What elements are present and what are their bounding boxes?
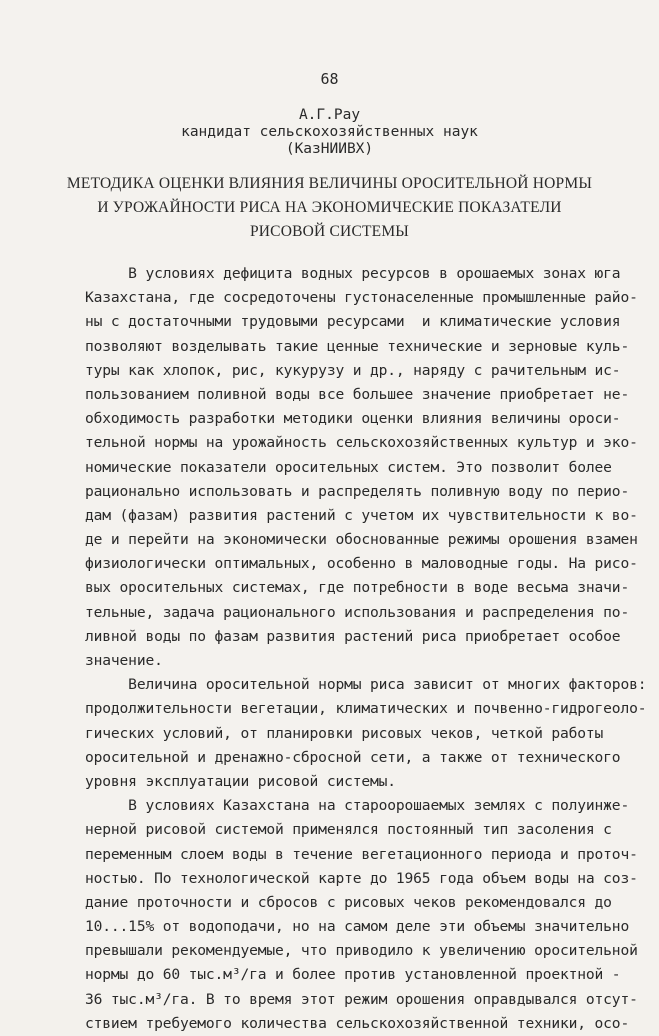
body-line: ны с достаточными трудовыми ресурсами и климатические условия: [85, 313, 621, 331]
body-line: позволяют возделывать такие ценные технические и зерновые куль-: [85, 337, 630, 355]
body-line: обходимость разработки методики оценки влияния величины ороси-: [85, 410, 621, 428]
body-line: ностью. По технологической карте до 1965 года объем воды на соз-: [85, 869, 638, 887]
body-line: нерной рисовой системой применялся постоянный тип засоления с: [85, 821, 612, 839]
body-line: де и перейти на экономически обоснованные режимы орошения взамен: [85, 531, 638, 549]
body-line: превышали рекомендуемые, что приводило к увеличению оросительной: [85, 942, 638, 960]
author-degree: кандидат сельскохозяйственных наук: [181, 124, 478, 140]
body-line: нормы до 60 тыс.м³/га и более против установленной проектной -: [85, 966, 621, 984]
body-line: 36 тыс.м³/га. В то время этот режим орошения оправдывался отсут-: [85, 990, 638, 1008]
body-line: В условиях Казахстана на староорошаемых землях с полуинже-: [85, 797, 630, 815]
body-line: ливной воды по фазам развития растений риса приобретает особое: [85, 627, 621, 645]
body-line: переменным слоем воды в течение вегетационного периода и проточ-: [85, 845, 638, 863]
body-line: тельные, задача рационального использования и распределения по-: [85, 603, 630, 621]
body-line: номические показатели оросительных систем. Это позволит более: [85, 458, 612, 476]
body-line: дание проточности и сбросов с рисовых чеков рекомендовался до: [85, 893, 612, 911]
article-title: [0, 172, 659, 244]
body-line: уровня эксплуатации рисовой системы.: [85, 772, 396, 790]
body-line: ствием требуемого количества сельскохозяйственной техники, осо-: [85, 1014, 630, 1032]
body-line: тельной нормы на урожайность сельскохозяйственных культур и эко-: [85, 434, 638, 452]
author-block: [0, 107, 659, 158]
body-line: вых оросительных системах, где потребности в воде весьма значи-: [85, 579, 630, 597]
body-line: рационально использовать и распределять поливную воду по перио-: [85, 482, 630, 500]
body-line: 10...15% от водоподачи, но на самом деле эти объемы значительно: [85, 918, 630, 936]
body-line: Величина оросительной нормы риса зависит от многих факторов:: [85, 676, 647, 694]
author-name: А.Г.Рау: [298, 107, 361, 123]
body-line: гических условий, от планировки рисовых чеков, четкой работы: [85, 724, 604, 742]
title-line: РИСОВОЙ СИСТЕМЫ: [249, 223, 410, 240]
body-line: продолжительности вегетации, климатических и почвенно-гидрогеоло-: [85, 700, 647, 718]
page-number: 68: [320, 70, 339, 88]
body-line: физиологически оптимальных, особенно в маловодные годы. На рисо-: [85, 555, 638, 573]
author-affiliation: (КазНИИВХ): [285, 141, 374, 157]
body-line: значение.: [85, 652, 163, 669]
body-line: дам (фазам) развития растений с учетом их чувствительности к во-: [85, 506, 638, 524]
title-line: И УРОЖАЙНОСТИ РИСА НА ЭКОНОМИЧЕСКИЕ ПОКАЗАТЕЛИ: [97, 199, 562, 216]
body-line: пользованием поливной воды все большее значение приобретает не-: [85, 385, 630, 403]
title-line: МЕТОДИКА ОЦЕНКИ ВЛИЯНИЯ ВЕЛИЧИНЫ ОРОСИТЕЛЬНОЙ НОРМЫ: [66, 175, 593, 192]
body-line: В условиях дефицита водных ресурсов в орошаемых зонах юга: [85, 265, 621, 282]
body-line: оросительной и дренажно-сбросной сети, а также от технического: [85, 748, 621, 766]
body-line: Казахстана, где сосредоточены густонаселенные промышленные райо-: [85, 289, 638, 307]
article-body: [85, 262, 647, 1036]
body-line: туры как хлопок, рис, кукурузу и др., наряду с рачительным ис-: [85, 361, 621, 379]
